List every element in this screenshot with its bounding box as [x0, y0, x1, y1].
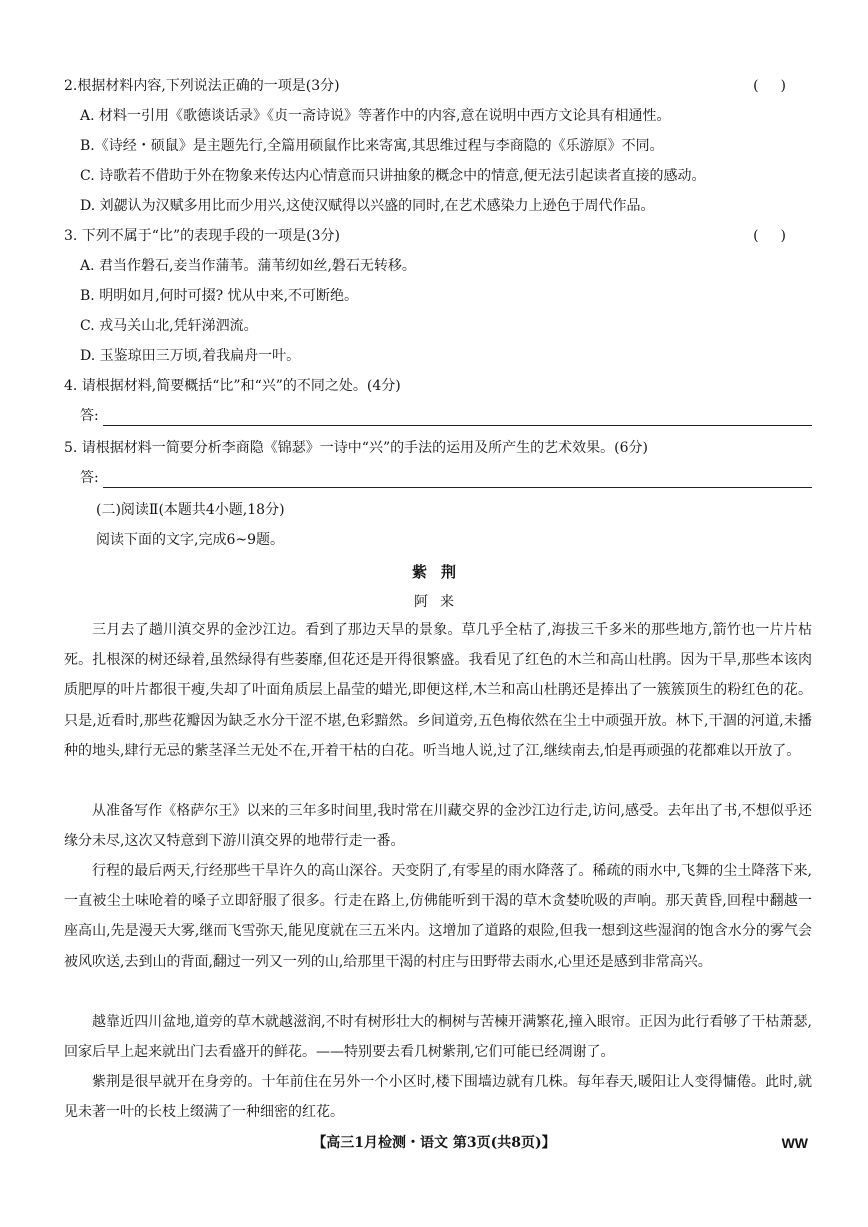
- question-5-answer-area[interactable]: [80, 466, 812, 488]
- section-instruction: 阅读下面的文字,完成6~9题。: [96, 532, 284, 548]
- question-3-stem: 3. 下列不属于“比”的表现手段的一项是(3分): [64, 228, 340, 244]
- question-5-stem: 5. 请根据材料一简要分析李商隐《锦瑟》一诗中“兴”的手法的运用及所产生的艺术效果。(6分): [64, 440, 648, 456]
- answer-line[interactable]: [103, 409, 812, 426]
- article-title: 紫荆: [411, 563, 470, 581]
- question-3-option-c: C. 戎马关山北,凭轩涕泗流。: [80, 318, 258, 334]
- article-paragraph-4: 越靠近四川盆地,道旁的草木就越滋润,不时有树形壮大的桐树与苦楝开满繁花,撞入眼帘。正因为此行看够了干枯萧瑟,回家后早上起来就出门去看盛开的鲜花。——特别要去看几树紫荆,它们可能已经凋谢了。: [64, 1014, 812, 1061]
- question-3-option-d: D. 玉鉴琼田三万顷,着我扁舟一叶。: [80, 348, 301, 364]
- question-2-stem: 2.根据材料内容,下列说法正确的一项是(3分): [64, 78, 340, 94]
- section-heading: (二)阅读Ⅱ(本题共4小题,18分): [96, 502, 285, 518]
- answer-bracket-q3: (): [753, 228, 808, 244]
- article-author: 阿来: [414, 594, 466, 610]
- answer-label: 答:: [80, 470, 99, 486]
- question-4-stem: 4. 请根据材料,简要概括“比”和“兴”的不同之处。(4分): [64, 378, 401, 394]
- footer-watermark-code: WW: [781, 1135, 808, 1151]
- article-paragraph-1: 三月去了趟川滇交界的金沙江边。看到了那边天旱的景象。草几乎全枯了,海拔三千多米的那些地方,箭竹也一片片枯死。扎根深的树还绿着,虽然绿得有些萎靡,但花还是开得很繁盛。我看见了红色的木兰和高山杜鹃。因为干旱,那些本该肉质肥厚的叶片都很干瘦,失却了叶面角质层上晶莹的蜡光,即便这样,木兰和高山杜鹃还是捧出了一簇簇顶生的粉红色的花。只是,近看时,那些花瓣因为缺乏水分干涩不堪,色彩黯然。乡间道旁,五色梅依然在尘土中顽强开放。林下,干涸的河道,未播种的地头,肆行无忌的紫茎泽兰无处不在,开着干枯的白花。听当地人说,过了江,继续南去,怕是再顽强的花都难以开放了。: [64, 622, 812, 759]
- question-3-option-a: A. 君当作磐石,妾当作蒲苇。蒲苇纫如丝,磐石无转移。: [80, 258, 416, 274]
- question-2-option-c: C. 诗歌若不借助于外在物象来传达内心情意而只讲抽象的概念中的情意,便无法引起读者直接的感动。: [80, 168, 706, 184]
- question-2-option-d: D. 刘勰认为汉赋多用比而少用兴,这使汉赋得以兴盛的同时,在艺术感染力上逊色于周代作品。: [80, 198, 655, 214]
- question-2-option-b: B.《诗经・硕鼠》是主题先行,全篇用硕鼠作比来寄寓,其思维过程与李商隐的《乐游原》不同。: [80, 138, 664, 154]
- question-2-option-a: A. 材料一引用《歌德谈话录》《贞一斋诗说》等著作中的内容,意在说明中西方文论具有相通性。: [80, 108, 671, 124]
- question-4-answer-area[interactable]: [80, 404, 812, 426]
- question-3-option-b: B. 明明如月,何时可掇? 忧从中来,不可断绝。: [80, 288, 359, 304]
- answer-label: 答:: [80, 408, 99, 424]
- answer-line[interactable]: [103, 471, 812, 488]
- page-footer: 【高三1月检测・语文 第3页(共8页)】: [312, 1135, 556, 1151]
- article-paragraph-5: 紫荆是很早就开在身旁的。十年前住在另外一个小区时,楼下围墙边就有几株。每年春天,暖阳让人变得慵倦。此时,就见未著一叶的长枝上缀满了一种细密的红花。: [64, 1074, 812, 1121]
- article-paragraph-3: 行程的最后两天,行经那些干旱许久的高山深谷。天变阴了,有零星的雨水降落了。稀疏的雨水中,飞舞的尘土降落下来,一直被尘土味呛着的嗓子立即舒服了很多。行走在路上,仿佛能听到干渴的草木贪婪吮吸的声响。那天黄昏,回程中翻越一座高山,先是漫天大雾,继而飞雪弥天,能见度就在三五米内。这增加了道路的艰险,但我一想到这些湿润的饱含水分的雾气会被风吹送,去到山的背面,翻过一列又一列的山,给那里干渴的村庄与田野带去雨水,心里还是感到非常高兴。: [64, 863, 812, 970]
- answer-bracket-q2: (): [753, 78, 808, 94]
- article-paragraph-2: 从准备写作《格萨尔王》以来的三年多时间里,我时常在川藏交界的金沙江边行走,访问,感受。去年出了书,不想似乎还缘分未尽,这次又特意到下游川滇交界的地带行走一番。: [64, 803, 812, 850]
